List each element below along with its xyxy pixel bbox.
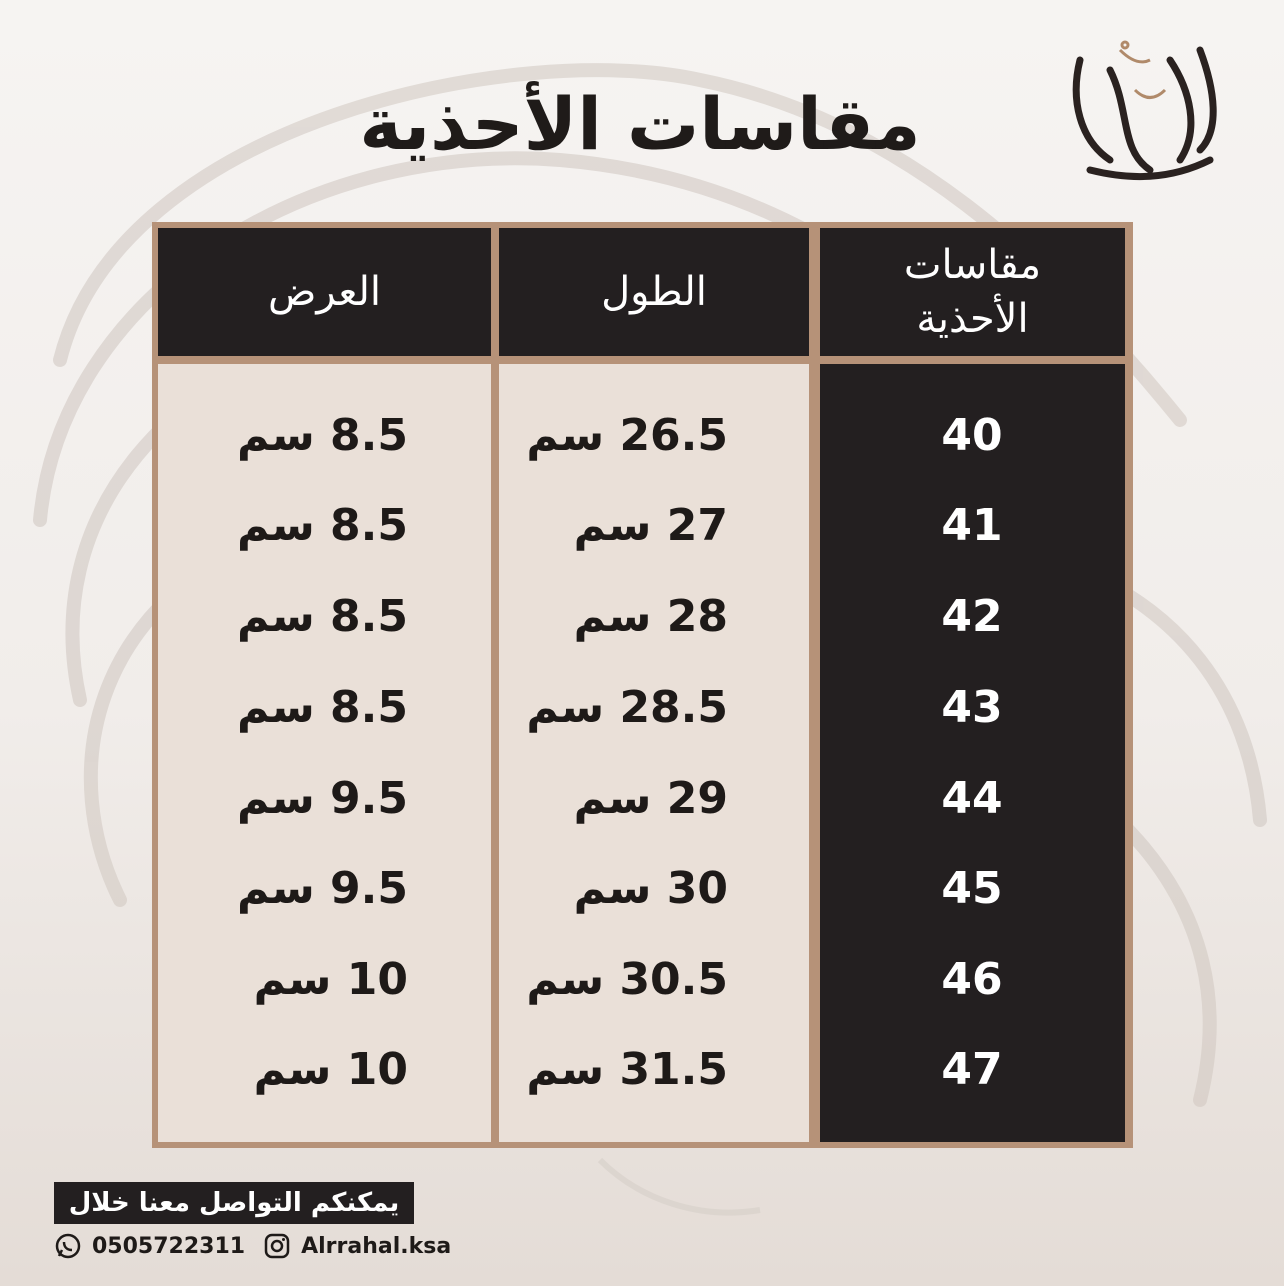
length-value: 28.5 سم — [526, 682, 728, 733]
page-title: مقاسات الأحذية — [359, 82, 921, 166]
instagram-icon — [263, 1232, 291, 1260]
width-value: 10 سم — [253, 954, 408, 1005]
instagram-handle[interactable]: Alrrahal.ksa — [301, 1233, 452, 1259]
width-value: 8.5 سم — [236, 591, 408, 642]
header-width — [158, 228, 491, 356]
width-value: 10 سم — [253, 1044, 408, 1095]
header-length — [499, 228, 809, 356]
header-width-label: العرض — [267, 269, 382, 315]
phone-number[interactable]: 0505722311 — [92, 1233, 246, 1259]
contact-label — [54, 1182, 414, 1224]
width-value: 9.5 سم — [236, 773, 408, 824]
whatsapp-icon — [54, 1232, 82, 1260]
size-value: 47 — [941, 1044, 1003, 1095]
header-size-label: مقاسات الأحذية — [903, 242, 1042, 342]
length-value: 31.5 سم — [526, 1044, 728, 1095]
size-value: 46 — [941, 954, 1003, 1005]
size-column — [820, 364, 1125, 1142]
contact-label-text: يمكنكم التواصل معنا خلال — [68, 1188, 400, 1218]
length-column — [499, 364, 809, 1142]
size-value: 43 — [941, 682, 1003, 733]
contact-details — [54, 1228, 451, 1264]
length-value: 30.5 سم — [526, 954, 728, 1005]
size-value: 40 — [941, 410, 1003, 461]
length-value: 30 سم — [573, 863, 728, 914]
length-value: 28 سم — [573, 591, 728, 642]
size-value: 44 — [941, 773, 1003, 824]
width-value: 8.5 سم — [236, 682, 408, 733]
header-size — [820, 228, 1125, 356]
length-value: 26.5 سم — [526, 410, 728, 461]
length-value: 27 سم — [573, 500, 728, 551]
size-value: 41 — [941, 500, 1003, 551]
width-value: 8.5 سم — [236, 410, 408, 461]
width-value: 9.5 سم — [236, 863, 408, 914]
length-value: 29 سم — [573, 773, 728, 824]
size-value: 42 — [941, 591, 1003, 642]
brand-logo — [1050, 30, 1230, 190]
header-length-label: الطول — [601, 269, 707, 315]
size-value: 45 — [941, 863, 1003, 914]
width-column — [158, 364, 491, 1142]
width-value: 8.5 سم — [236, 500, 408, 551]
